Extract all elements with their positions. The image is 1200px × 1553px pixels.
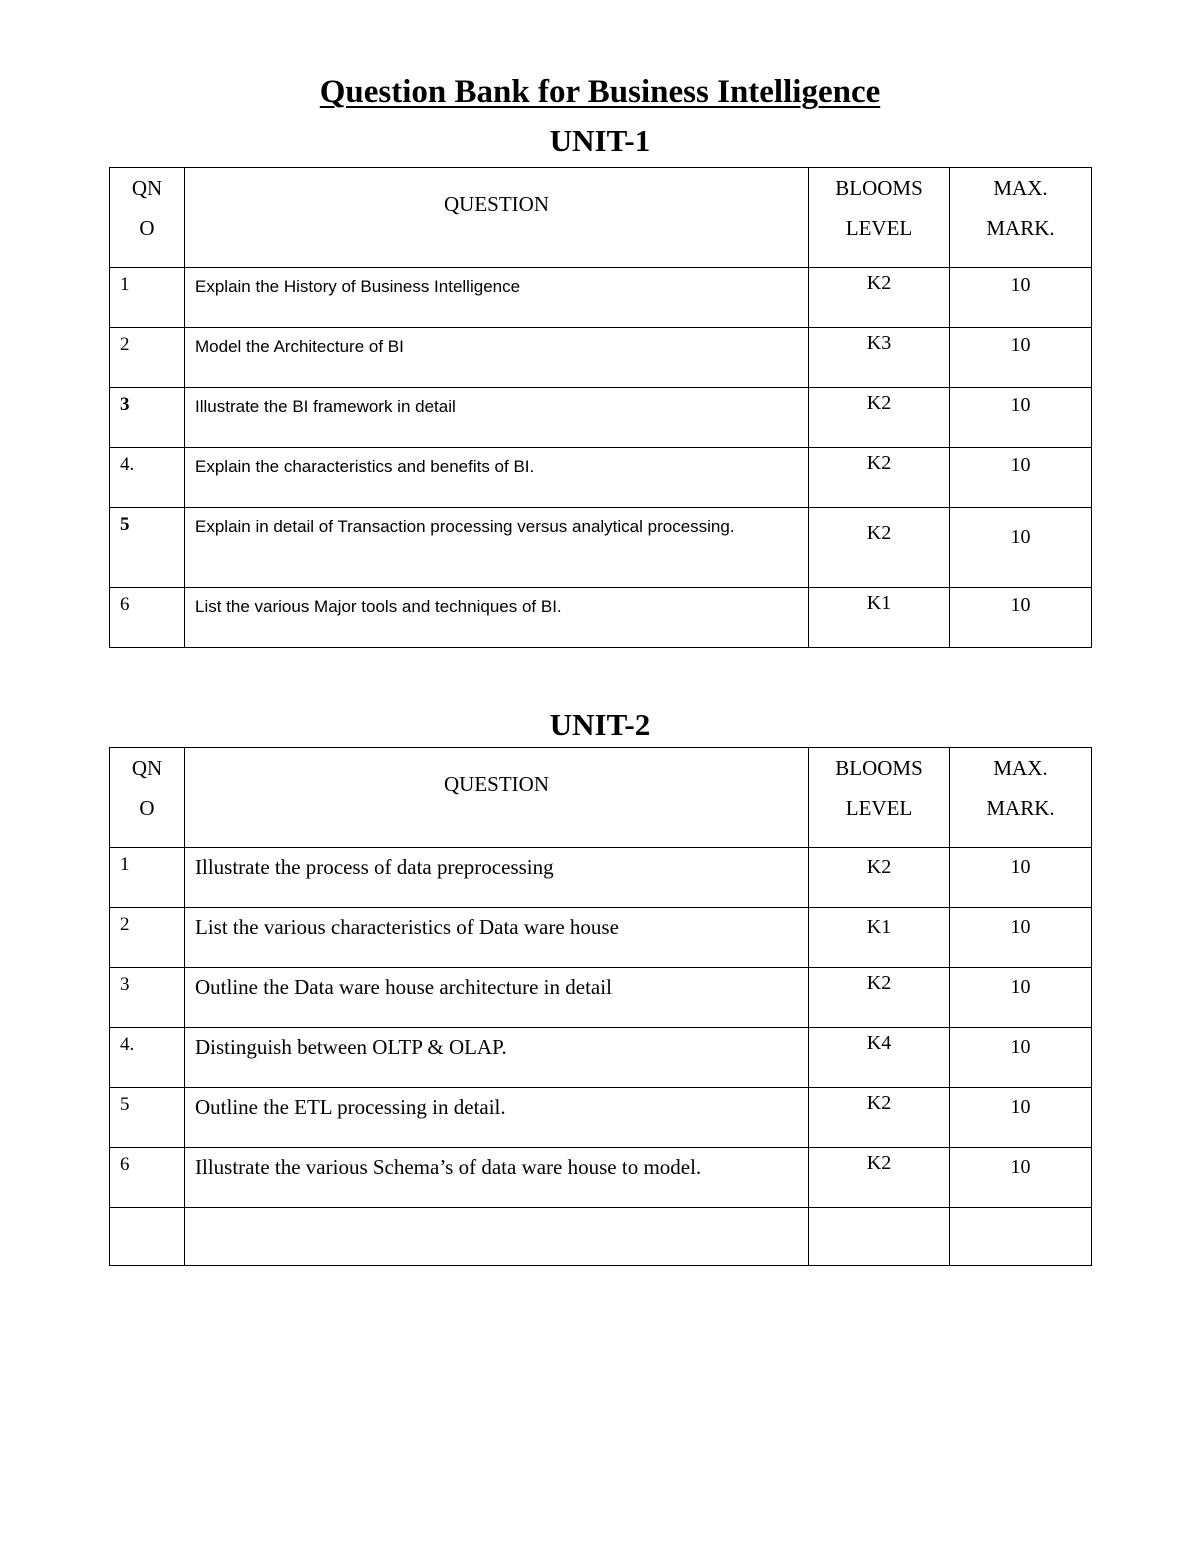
table-row xyxy=(110,1148,1092,1208)
blooms-level-cell: K2 xyxy=(809,1088,950,1148)
table-row xyxy=(110,328,1092,388)
blooms-level-cell: K2 xyxy=(809,508,950,588)
qno-cell: 4. xyxy=(110,448,185,508)
question-cell: Explain in detail of Transaction processing versus analytical processing. xyxy=(185,508,809,588)
max-mark-cell: 10 xyxy=(950,968,1092,1028)
blooms-level-cell: K2 xyxy=(809,268,950,328)
qno-cell: 3 xyxy=(110,388,185,448)
blooms-level-cell: K1 xyxy=(809,908,950,968)
table-row xyxy=(110,968,1092,1028)
max-mark-cell: 10 xyxy=(950,848,1092,908)
question-cell: Distinguish between OLTP & OLAP. xyxy=(185,1028,809,1088)
table-header-row xyxy=(110,168,1092,268)
max-mark-cell: 10 xyxy=(950,328,1092,388)
question-cell: Outline the ETL processing in detail. xyxy=(185,1088,809,1148)
empty-cell xyxy=(110,1208,185,1266)
table-row xyxy=(110,448,1092,508)
header-qno: QN O xyxy=(110,748,185,848)
qno-cell: 2 xyxy=(110,328,185,388)
qno-cell: 1 xyxy=(110,848,185,908)
question-cell: Explain the History of Business Intelligence xyxy=(185,268,809,328)
header-qno: QN O xyxy=(110,168,185,268)
qno-cell: 6 xyxy=(110,1148,185,1208)
qno-cell: 5 xyxy=(110,1088,185,1148)
question-cell: Outline the Data ware house architecture in detail xyxy=(185,968,809,1028)
empty-cell xyxy=(809,1208,950,1266)
qno-cell: 6 xyxy=(110,588,185,648)
blooms-level-cell: K2 xyxy=(809,1148,950,1208)
blooms-level-cell: K2 xyxy=(809,448,950,508)
table-row xyxy=(110,908,1092,968)
blooms-level-cell: K2 xyxy=(809,848,950,908)
header-question: QUESTION xyxy=(185,748,809,848)
max-mark-cell: 10 xyxy=(950,1088,1092,1148)
header-max-mark: MAX. MARK. xyxy=(950,168,1092,268)
blooms-level-cell: K3 xyxy=(809,328,950,388)
empty-table-row xyxy=(110,1208,1092,1266)
qno-cell: 5 xyxy=(110,508,185,588)
blooms-level-cell: K1 xyxy=(809,588,950,648)
max-mark-cell: 10 xyxy=(950,268,1092,328)
header-blooms-level: BLOOMS LEVEL xyxy=(809,748,950,848)
question-cell: Illustrate the BI framework in detail xyxy=(185,388,809,448)
question-cell: Explain the characteristics and benefits of BI. xyxy=(185,448,809,508)
table-header-row xyxy=(110,748,1092,848)
unit-2-heading: UNIT-2 xyxy=(549,707,651,742)
empty-cell xyxy=(185,1208,809,1266)
header-blooms-level: BLOOMS LEVEL xyxy=(809,168,950,268)
table-row xyxy=(110,388,1092,448)
unit-1-question-table xyxy=(109,167,1092,648)
blooms-level-cell: K2 xyxy=(809,968,950,1028)
unit-2-question-table xyxy=(109,747,1092,1266)
qno-cell: 3 xyxy=(110,968,185,1028)
header-question: QUESTION xyxy=(185,168,809,268)
empty-cell xyxy=(950,1208,1092,1266)
qno-cell: 2 xyxy=(110,908,185,968)
page-title: Question Bank for Business Intelligence xyxy=(319,74,881,110)
question-cell: Model the Architecture of BI xyxy=(185,328,809,388)
max-mark-cell: 10 xyxy=(950,508,1092,588)
unit-1-heading: UNIT-1 xyxy=(549,123,651,158)
max-mark-cell: 10 xyxy=(950,588,1092,648)
question-cell: List the various Major tools and techniques of BI. xyxy=(185,588,809,648)
max-mark-cell: 10 xyxy=(950,908,1092,968)
blooms-level-cell: K2 xyxy=(809,388,950,448)
qno-cell: 1 xyxy=(110,268,185,328)
table-row xyxy=(110,588,1092,648)
header-max-mark: MAX. MARK. xyxy=(950,748,1092,848)
question-cell: Illustrate the various Schema’s of data ware house to model. xyxy=(185,1148,809,1208)
table-row xyxy=(110,1088,1092,1148)
question-cell: List the various characteristics of Data ware house xyxy=(185,908,809,968)
table-row xyxy=(110,1028,1092,1088)
table-row xyxy=(110,268,1092,328)
table-row xyxy=(110,508,1092,588)
question-cell: Illustrate the process of data preprocessing xyxy=(185,848,809,908)
max-mark-cell: 10 xyxy=(950,1028,1092,1088)
table-row xyxy=(110,848,1092,908)
max-mark-cell: 10 xyxy=(950,1148,1092,1208)
max-mark-cell: 10 xyxy=(950,448,1092,508)
qno-cell: 4. xyxy=(110,1028,185,1088)
blooms-level-cell: K4 xyxy=(809,1028,950,1088)
max-mark-cell: 10 xyxy=(950,388,1092,448)
